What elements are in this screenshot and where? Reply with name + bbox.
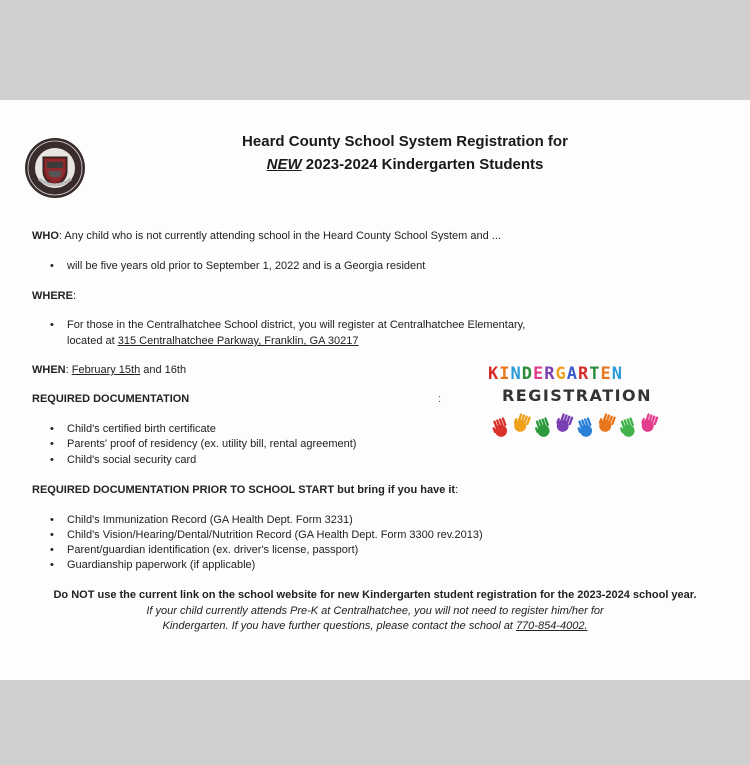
handprint-icon [511,412,531,434]
notice-italic-line2 [0,620,750,632]
where-line [32,290,76,302]
kindergarten-letter: E [533,364,545,384]
where-colon: : [72,290,77,302]
kindergarten-letter: R [578,364,590,384]
notice-italic-line1: If your child currently attends Pre-K at Centralhatchee, you will not need to register him/her for [146,605,604,617]
who-text: : Any child who is not currently attending school in the Heard County School System and ... [58,230,501,242]
handprint-icon [596,412,616,434]
required-doc-item: Child's certified birth certificate [67,423,216,435]
subtitle-text: 2023-2024 Kindergarten Students [301,156,544,173]
title-new-emphasis: NEW [266,156,302,173]
who-label: WHO [32,230,59,242]
bullet-icon: • [50,260,54,272]
handprints-graphic [490,408,668,438]
bullet-icon: • [50,559,54,571]
page-subtitle [130,156,680,173]
bullet-icon: • [50,544,54,556]
where-bullet-line2 [67,335,358,347]
kindergarten-registration-graphic [488,364,668,405]
notice-bold: Do NOT use the current link on the school website for new Kindergarten student registration for the 2023-2024 school year. [53,589,697,601]
where-prefix: located at [67,335,118,347]
required-doc-item: Parents' proof of residency (ex. utility bill, rental agreement) [67,438,357,450]
phone-number: 770-854-4002. [515,620,588,632]
kindergarten-letter: N [611,364,623,384]
handprint-icon [639,412,659,434]
prior-doc-item: Child's Immunization Record (GA Health Dept. Form 3231) [67,514,353,526]
kindergarten-letter: R [544,364,556,384]
kindergarten-letter: D [521,364,533,384]
school-seal-logo [24,137,86,199]
bullet-icon: • [50,514,54,526]
prior-docs-heading: REQUIRED DOCUMENTATION PRIOR TO SCHOOL START but bring if you have it [32,484,456,496]
kindergarten-letter: A [566,364,578,384]
handprint-icon [575,417,595,438]
handprint-icon [490,417,510,438]
kindergarten-letter: I [499,364,511,384]
registration-word: REGISTRATION [501,386,653,405]
where-bullet-line1: For those in the Centralhatchee School district, you will register at Centralhatchee Elementary, [67,319,526,331]
who-line [32,230,501,242]
when-line [32,364,186,376]
page-title: Heard County School System Registration for [242,133,568,150]
kindergarten-word [488,364,668,384]
stray-colon: : [438,393,442,405]
who-bullet-text: will be five years old prior to September 1, 2022 and is a Georgia resident [67,260,426,272]
handprint-icon [533,417,553,438]
bullet-icon: • [50,529,54,541]
required-docs-heading: REQUIRED DOCUMENTATION [32,393,190,405]
kindergarten-letter: N [510,364,522,384]
kindergarten-letter: K [488,364,500,384]
bullet-icon: • [50,423,54,435]
handprint-icon [554,412,574,434]
when-rest: and 16th [140,364,187,376]
when-label: WHEN [32,364,66,376]
school-address: 315 Centralhatchee Parkway, Franklin, GA 30217 [117,335,359,347]
kindergarten-letter: G [555,364,567,384]
required-doc-item: Child's social security card [67,454,197,466]
notice-italic-prefix: Kindergarten. If you have further questions, please contact the school at [162,620,516,632]
when-colon: : [65,364,72,376]
when-dates: February 15th [71,364,141,376]
prior-doc-item: Guardianship paperwork (if applicable) [67,559,256,571]
prior-docs-colon: : [455,484,459,496]
prior-doc-item: Child's Vision/Hearing/Dental/Nutrition Record (GA Health Dept. Form 3300 rev.2013) [67,529,483,541]
kindergarten-letter: E [600,364,612,384]
kindergarten-letter: T [589,364,601,384]
handprint-icon [618,417,638,438]
prior-docs-line [32,484,458,496]
where-label: WHERE [32,290,73,302]
bullet-icon: • [50,438,54,450]
bullet-icon: • [50,319,54,331]
prior-doc-item: Parent/guardian identification (ex. driver's license, passport) [67,544,359,556]
bullet-icon: • [50,454,54,466]
